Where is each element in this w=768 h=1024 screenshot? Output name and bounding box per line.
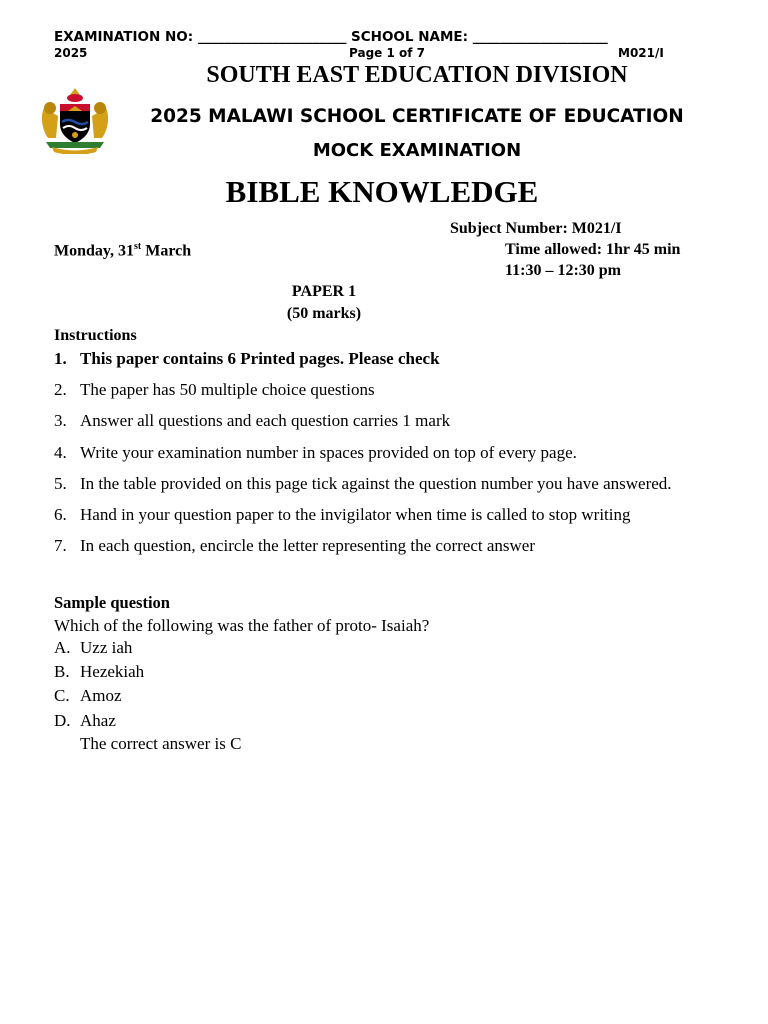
division-title: SOUTH EAST EDUCATION DIVISION [206, 62, 628, 88]
certificate-title: 2025 MALAWI SCHOOL CERTIFICATE OF EDUCATION [150, 106, 684, 127]
sample-question-text: Which of the following was the father of proto- Isaiah? [54, 616, 430, 635]
marks-label: (50 marks) [286, 305, 362, 322]
subject-title: BIBLE KNOWLEDGE [225, 174, 539, 209]
header-paper-code: M021/I [618, 46, 664, 60]
list-item: B. Hezekiah [54, 662, 145, 682]
list-item: 5. In the table provided on this page tick against the question number you have answered. [54, 473, 672, 493]
sample-question-heading: Sample question [54, 593, 170, 612]
paper-label: PAPER 1 [291, 283, 357, 300]
time-range: 11:30 – 12:30 pm [505, 262, 621, 279]
header-year: 2025 [54, 46, 88, 60]
mock-exam-title: MOCK EXAMINATION [312, 140, 522, 161]
sample-options-list [54, 637, 144, 734]
list-item: 4. Write your examination number in spaces provided on top of every page. [54, 442, 577, 462]
list-item: D. Ahaz [54, 710, 116, 730]
instructions-heading: Instructions [54, 327, 137, 344]
subject-number: Subject Number: M021/I [450, 220, 622, 237]
exam-header-line: EXAMINATION NO: ______________________ SCHOOL NAME: ____________________ [54, 29, 608, 45]
time-allowed: Time allowed: 1hr 45 min [505, 241, 681, 258]
list-item: A. Uzz iah [54, 638, 133, 657]
header-page-number: Page 1 of 7 [349, 46, 425, 60]
list-item: 6. Hand in your question paper to the invigilator when time is called to stop writing [54, 504, 631, 524]
sample-answer: The correct answer is C [80, 734, 242, 753]
list-item: 7. In each question, encircle the letter representing the correct answer [54, 536, 535, 556]
list-item: 3. Answer all questions and each question carries 1 mark [54, 411, 451, 431]
list-item: 2. The paper has 50 multiple choice questions [54, 380, 375, 400]
instructions-list [54, 348, 734, 566]
list-item: C. Amoz [54, 686, 122, 706]
exam-date: Monday, 31st March [54, 241, 192, 260]
list-item: 1. This paper contains 6 Printed pages. Please check [54, 349, 440, 368]
